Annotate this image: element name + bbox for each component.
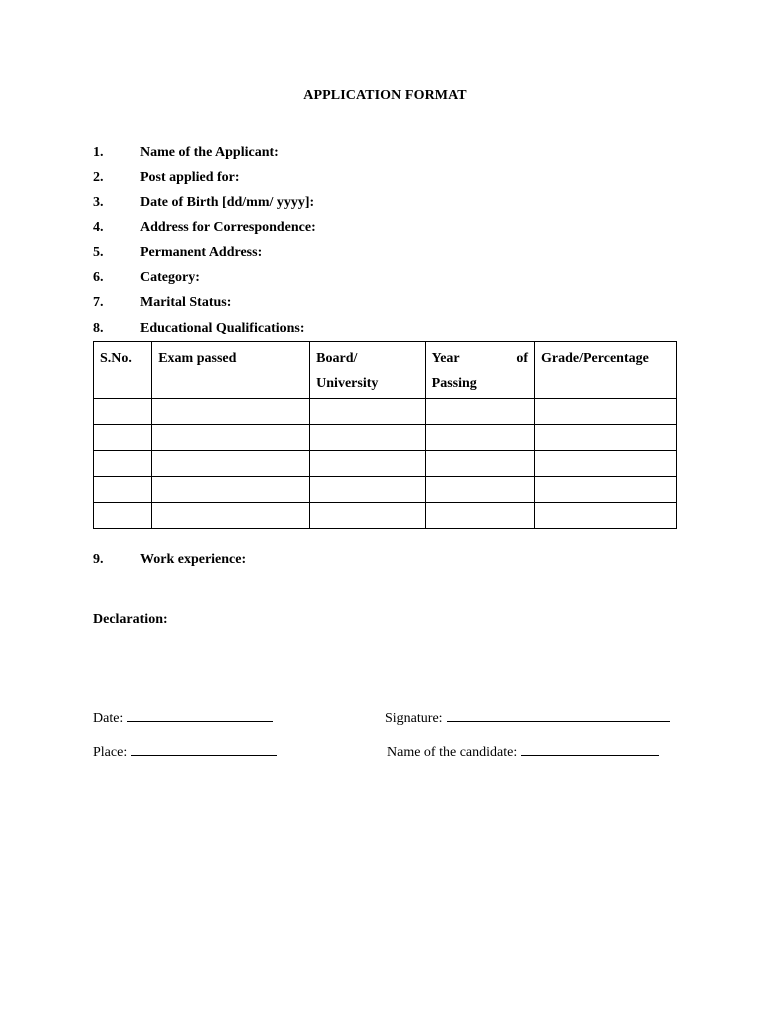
field-category [93, 270, 200, 286]
candidate-label: Name of the candidate: [387, 745, 518, 760]
candidate-name-field [387, 741, 659, 761]
table-cell[interactable] [94, 477, 152, 503]
item-number: 8. [93, 321, 104, 336]
field-date-of-birth [93, 195, 314, 211]
table-cell[interactable] [94, 451, 152, 477]
field-applicant-name [93, 145, 279, 161]
table-cell[interactable] [94, 425, 152, 451]
table-row [94, 451, 677, 477]
table-row [94, 399, 677, 425]
signature-field [385, 707, 670, 727]
item-label: Name of the Applicant: [140, 145, 279, 160]
signature-blank-line[interactable] [447, 707, 670, 722]
header-year-word2: of [516, 351, 529, 366]
date-blank-line[interactable] [127, 707, 273, 722]
item-number: 3. [93, 195, 104, 210]
table-row [94, 477, 677, 503]
header-year-of-passing [425, 342, 534, 399]
item-label: Marital Status: [140, 295, 232, 310]
candidate-blank-line[interactable] [521, 741, 659, 756]
table-header-row [94, 342, 677, 399]
item-label: Date of Birth [dd/mm/ yyyy]: [140, 195, 315, 210]
table-cell[interactable] [310, 399, 426, 425]
header-board-line1: Board/ [316, 351, 358, 366]
item-number: 6. [93, 270, 104, 285]
place-label: Place: [93, 745, 128, 760]
table-row [94, 503, 677, 529]
item-label: Educational Qualifications: [140, 321, 305, 336]
place-field [93, 741, 277, 761]
item-number: 2. [93, 170, 104, 185]
table-cell[interactable] [425, 399, 534, 425]
date-label: Date: [93, 711, 124, 726]
header-exam-passed: Exam passed [152, 342, 310, 399]
table-cell[interactable] [535, 503, 677, 529]
date-field [93, 707, 273, 727]
item-number: 7. [93, 295, 104, 310]
table-cell[interactable] [310, 477, 426, 503]
table-cell[interactable] [94, 503, 152, 529]
table-cell[interactable] [152, 451, 310, 477]
table-cell[interactable] [152, 503, 310, 529]
item-number: 9. [93, 552, 104, 567]
table-cell[interactable] [310, 451, 426, 477]
item-label: Post applied for: [140, 170, 240, 185]
field-permanent-address [93, 245, 262, 261]
form-title: APPLICATION FORMAT [303, 88, 467, 103]
table-cell[interactable] [535, 451, 677, 477]
header-grade-percentage: Grade/Percentage [535, 342, 677, 399]
header-sno: S.No. [94, 342, 152, 399]
field-marital-status [93, 295, 231, 311]
table-cell[interactable] [310, 425, 426, 451]
field-work-experience [93, 552, 246, 568]
table-cell[interactable] [94, 399, 152, 425]
place-blank-line[interactable] [131, 741, 277, 756]
field-post-applied [93, 170, 240, 186]
item-label: Address for Correspondence: [140, 220, 316, 235]
table-cell[interactable] [152, 399, 310, 425]
header-board-university [310, 342, 426, 399]
item-label: Category: [140, 270, 200, 285]
header-year-line1 [432, 346, 528, 371]
table-cell[interactable] [152, 425, 310, 451]
table-cell[interactable] [310, 503, 426, 529]
table-cell[interactable] [425, 451, 534, 477]
header-year-word1: Year [431, 351, 460, 366]
table-cell[interactable] [152, 477, 310, 503]
item-number: 4. [93, 220, 104, 235]
table-cell[interactable] [535, 399, 677, 425]
item-label: Work experience: [140, 552, 247, 567]
education-table [93, 341, 677, 529]
table-row [94, 425, 677, 451]
table-cell[interactable] [425, 503, 534, 529]
header-year-line2: Passing [431, 376, 477, 391]
table-cell[interactable] [425, 477, 534, 503]
declaration-heading: Declaration: [93, 612, 168, 627]
signature-label: Signature: [385, 711, 443, 726]
field-correspondence-address [93, 220, 316, 236]
field-educational-qualifications [93, 321, 305, 337]
item-number: 1. [93, 145, 104, 160]
table-cell[interactable] [535, 477, 677, 503]
table-cell[interactable] [425, 425, 534, 451]
item-label: Permanent Address: [140, 245, 263, 260]
header-board-line2: University [316, 376, 379, 391]
item-number: 5. [93, 245, 104, 260]
table-cell[interactable] [535, 425, 677, 451]
